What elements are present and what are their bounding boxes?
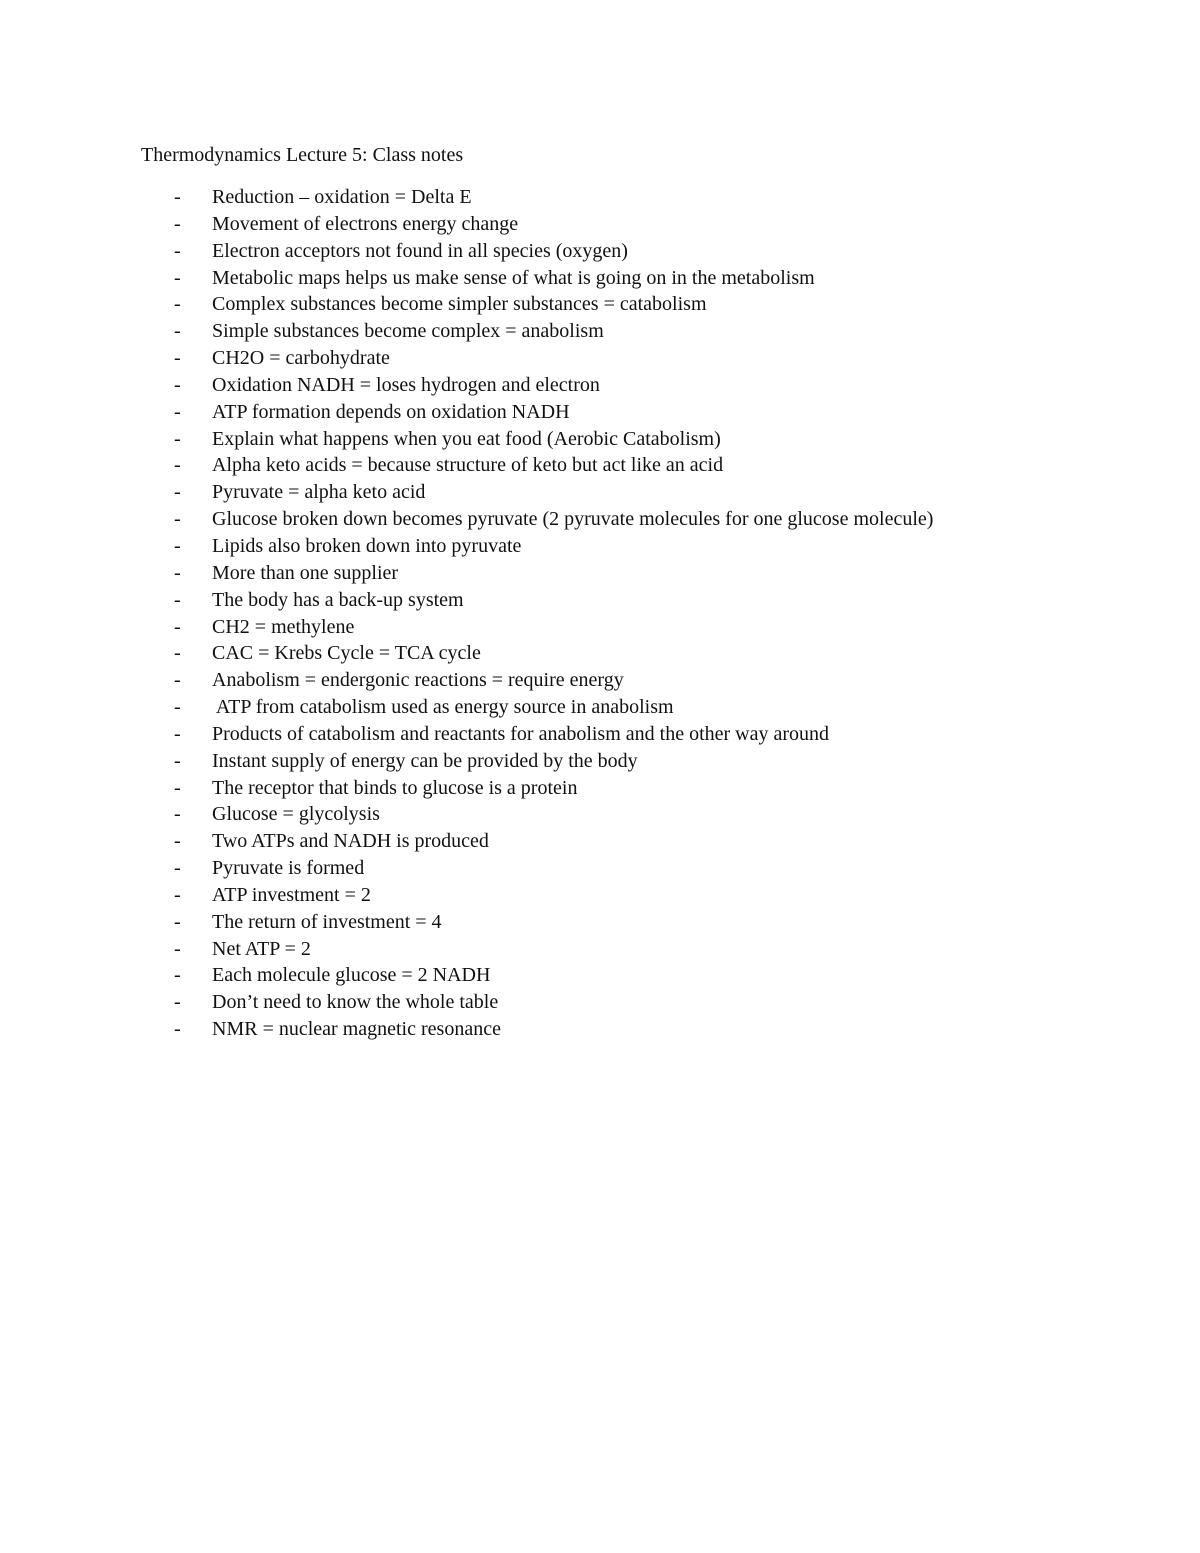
list-item-text: The body has a back-up system — [212, 588, 464, 611]
bullet-dash: - — [174, 749, 181, 772]
bullet-dash: - — [174, 669, 181, 692]
list-item-text: Complex substances become simpler substances = catabolism — [212, 293, 707, 316]
document-title: Thermodynamics Lecture 5: Class notes — [141, 144, 464, 166]
list-item-text: Metabolic maps helps us make sense of what is going on in the metabolism — [212, 266, 815, 289]
bullet-dash: - — [174, 776, 181, 799]
bullet-dash: - — [174, 320, 181, 343]
list-item-text: Lipids also broken down into pyruvate — [212, 534, 522, 557]
bullet-dash: - — [174, 615, 181, 638]
bullet-dash: - — [174, 186, 181, 208]
bullet-dash: - — [174, 534, 181, 557]
bullet-dash: - — [174, 347, 181, 370]
bullet-dash: - — [174, 991, 181, 1014]
bullet-dash: - — [174, 373, 181, 396]
list-item-text: Don’t need to know the whole table — [212, 991, 499, 1014]
list-item-text: The receptor that binds to glucose is a protein — [212, 776, 578, 799]
bullet-dash: - — [174, 266, 181, 289]
list-item-text: Net ATP = 2 — [212, 937, 311, 960]
bullet-dash: - — [174, 454, 181, 477]
list-item-text: CH2O = carbohydrate — [212, 347, 390, 370]
bullet-dash: - — [174, 964, 181, 987]
list-item-text: Simple substances become complex = anabolism — [212, 320, 604, 343]
bullet-dash: - — [174, 696, 181, 719]
bullet-dash: - — [174, 400, 181, 423]
list-item-text: The return of investment = 4 — [212, 910, 442, 933]
list-item-text: Movement of electrons energy change — [212, 212, 519, 235]
bullet-dash: - — [174, 427, 181, 450]
bullet-dash: - — [174, 803, 181, 826]
bullet-dash: - — [174, 883, 181, 906]
bullet-dash: - — [174, 1018, 181, 1041]
list-item-text: Explain what happens when you eat food (Aerobic Catabolism) — [212, 427, 721, 450]
bullet-dash: - — [174, 937, 181, 960]
list-item-text: ATP formation depends on oxidation NADH — [212, 400, 570, 423]
list-item-text: Pyruvate is formed — [212, 857, 365, 880]
list-item-text: CH2 = methylene — [212, 615, 355, 638]
bullet-dash: - — [174, 212, 181, 235]
bullet-dash: - — [174, 830, 181, 853]
list-item-text: Two ATPs and NADH is produced — [212, 830, 489, 853]
list-item-text: More than one supplier — [212, 561, 399, 584]
list-item-text: ATP from catabolism used as energy source in anabolism — [212, 696, 674, 719]
list-item-text: Glucose = glycolysis — [212, 803, 380, 826]
bullet-dash: - — [174, 293, 181, 316]
list-item-text: Instant supply of energy can be provided by the body — [212, 749, 638, 772]
bullet-dash: - — [174, 239, 181, 262]
bullet-dash: - — [174, 588, 181, 611]
list-item-text: Anabolism = endergonic reactions = require energy — [212, 669, 624, 692]
list-item-text: Products of catabolism and reactants for anabolism and the other way around — [212, 722, 830, 745]
list-item-text: Glucose broken down becomes pyruvate (2 pyruvate molecules for one glucose molecule) — [212, 508, 934, 531]
list-item-text: NMR = nuclear magnetic resonance — [212, 1018, 501, 1041]
list-item-text: CAC = Krebs Cycle = TCA cycle — [212, 642, 481, 665]
bullet-dash: - — [174, 857, 181, 880]
list-item-text: Oxidation NADH = loses hydrogen and electron — [212, 373, 600, 396]
bullet-dash: - — [174, 642, 181, 665]
list-item-text: Reduction – oxidation = Delta E — [212, 186, 472, 208]
bullet-dash: - — [174, 561, 181, 584]
bullet-dash: - — [174, 481, 181, 504]
bullet-dash: - — [174, 910, 181, 933]
list-item-text: Electron acceptors not found in all species (oxygen) — [212, 239, 628, 262]
list-item-text: Alpha keto acids = because structure of keto but act like an acid — [212, 454, 724, 477]
bullet-dash: - — [174, 722, 181, 745]
list-item-text: ATP investment = 2 — [212, 883, 371, 906]
bullet-dash: - — [174, 508, 181, 531]
list-item-text: Pyruvate = alpha keto acid — [212, 481, 426, 504]
list-item-text: Each molecule glucose = 2 NADH — [212, 964, 491, 987]
